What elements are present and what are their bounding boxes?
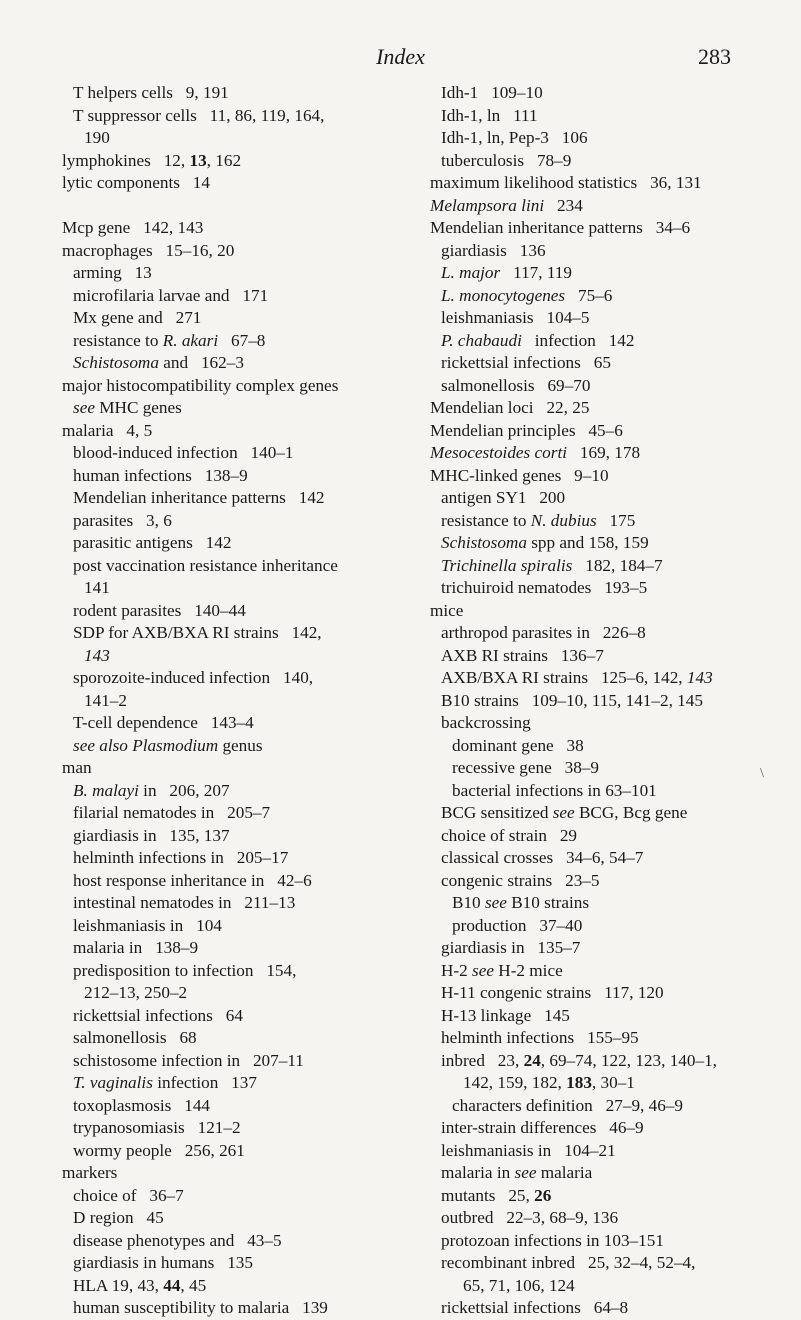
index-sub-entry: giardiasis in humans 135	[73, 1253, 253, 1272]
index-sub-entry: microfilaria larvae and 171	[73, 285, 269, 305]
index-sub-entry: T-cell dependence 143–4	[73, 713, 254, 732]
index-sub-entry: AXB/BXA RI strains 125–6, 142, 143	[441, 668, 713, 687]
index-sub-entry: trypanosomiasis 121–2	[73, 1118, 241, 1137]
index-sub-entry: leishmaniasis in 104	[73, 915, 222, 935]
index-sub-entry: salmonellosis 69–70	[441, 375, 591, 395]
index-sub-entry: giardiasis 136	[441, 240, 546, 260]
index-sub-entry: choice of 36–7	[73, 1185, 184, 1205]
index-sub-entry: see also Plasmodium genus	[73, 735, 263, 755]
index-sub-entry: recessive gene 38–9	[452, 758, 599, 777]
index-main-entry: markers	[62, 1163, 118, 1182]
index-sub-entry: P. chabaudi infection 142	[441, 330, 635, 350]
index-sub-entry: see MHC genes	[73, 398, 182, 417]
index-sub-entry: resistance to N. dubius 175	[441, 510, 636, 530]
index-sub-entry: antigen SY1 200	[441, 488, 566, 507]
index-sub-entry: wormy people 256, 261	[73, 1140, 245, 1160]
index-sub-entry: post vaccination resistance inheritance	[73, 555, 338, 575]
index-sub-entry: B10 strains 109–10, 115, 141–2, 145	[441, 690, 703, 710]
index-sub-entry: tuberculosis 78–9	[441, 150, 572, 170]
index-sub-entry: arming 13	[73, 263, 152, 282]
index-main-entry: macrophages 15–16, 20	[62, 240, 235, 260]
index-sub-entry: mutants 25, 26	[441, 1185, 552, 1205]
index-main-entry: lytic components 14	[62, 173, 210, 192]
index-sub-entry: 141–2	[84, 690, 127, 710]
index-sub-entry: 212–13, 250–2	[84, 983, 188, 1002]
index-sub-entry: predisposition to infection 154,	[73, 960, 297, 980]
index-sub-entry: 143	[84, 645, 110, 665]
index-main-entry: mice	[430, 600, 464, 620]
index-sub-entry: choice of strain 29	[441, 825, 578, 845]
index-main-entry: lymphokines 12, 13, 162	[62, 150, 242, 170]
index-sub-entry: 65, 71, 106, 124	[463, 1275, 575, 1295]
index-sub-entry: BCG sensitized see BCG, Bcg gene	[441, 803, 688, 822]
index-sub-entry: Trichinella spiralis 182, 184–7	[441, 555, 663, 575]
index-sub-entry: Schistosoma spp and 158, 159	[441, 533, 649, 552]
index-sub-entry: leishmaniasis in 104–21	[441, 1140, 616, 1160]
index-sub-entry: helminth infections 155–95	[441, 1028, 639, 1047]
index-column-left	[62, 82, 417, 1320]
index-sub-entry: rickettsial infections 64–8	[441, 1298, 629, 1317]
index-sub-entry: resistance to R. akari 67–8	[73, 330, 266, 350]
index-sub-entry: H-13 linkage 145	[441, 1005, 570, 1025]
index-main-entry: maximum likelihood statistics 36, 131	[430, 173, 702, 192]
index-main-entry: man	[62, 758, 92, 777]
index-sub-entry: trichuiroid nematodes 193–5	[441, 578, 648, 597]
index-main-entry: Mendelian loci 22, 25	[430, 398, 590, 417]
index-sub-entry: giardiasis in 135, 137	[73, 825, 230, 845]
stray-mark: \	[760, 766, 764, 781]
entry-gap	[62, 195, 417, 218]
index-sub-entry: T. vaginalis infection 137	[73, 1073, 257, 1092]
index-sub-entry: outbred 22–3, 68–9, 136	[441, 1208, 619, 1227]
index-sub-entry: sporozoite-induced infection 140,	[73, 668, 314, 687]
index-sub-entry: AXB RI strains 136–7	[441, 645, 604, 665]
index-sub-entry: rickettsial infections 64	[73, 1005, 243, 1025]
index-sub-entry: toxoplasmosis 144	[73, 1095, 211, 1115]
index-sub-entry: parasitic antigens 142	[73, 533, 232, 552]
index-sub-entry: L. monocytogenes 75–6	[441, 285, 613, 305]
index-sub-entry: congenic strains 23–5	[441, 870, 600, 890]
index-column-right	[430, 82, 795, 1320]
index-main-entry: Melampsora lini 234	[430, 195, 583, 215]
index-sub-entry: Mx gene and 271	[73, 308, 202, 327]
index-sub-entry: rickettsial infections 65	[441, 353, 611, 372]
index-sub-entry: rodent parasites 140–44	[73, 600, 246, 620]
index-sub-entry: bacterial infections in 63–101	[452, 780, 657, 800]
index-sub-entry: T helpers cells 9, 191	[73, 83, 229, 102]
index-main-entry: Mendelian principles 45–6	[430, 420, 623, 440]
index-sub-entry: malaria in see malaria	[441, 1163, 593, 1182]
index-sub-entry: SDP for AXB/BXA RI strains 142,	[73, 623, 322, 642]
index-sub-entry: 142, 159, 182, 183, 30–1	[463, 1073, 635, 1092]
index-sub-entry: host response inheritance in 42–6	[73, 870, 312, 890]
page-header-title: Index	[376, 44, 425, 69]
index-sub-entry: schistosome infection in 207–11	[73, 1050, 304, 1070]
index-sub-entry: production 37–40	[452, 915, 583, 935]
index-sub-entry: characters definition 27–9, 46–9	[452, 1095, 684, 1115]
index-main-entry: malaria 4, 5	[62, 420, 153, 440]
index-sub-entry: malaria in 138–9	[73, 938, 199, 957]
index-sub-entry: arthropod parasites in 226–8	[441, 623, 646, 642]
index-sub-entry: Idh-1 109–10	[441, 83, 543, 102]
index-sub-entry: Idh-1, ln, Pep-3 106	[441, 128, 588, 147]
index-sub-entry: inbred 23, 24, 69–74, 122, 123, 140–1,	[441, 1050, 717, 1070]
index-sub-entry: backcrossing	[441, 713, 531, 732]
index-sub-entry: D region 45	[73, 1208, 164, 1227]
index-sub-entry: Idh-1, ln 111	[441, 105, 538, 125]
index-sub-entry: dominant gene 38	[452, 735, 584, 755]
index-sub-entry: helminth infections in 205–17	[73, 848, 289, 867]
index-sub-entry: B. malayi in 206, 207	[73, 780, 230, 800]
index-sub-entry: Mendelian inheritance patterns 142	[73, 488, 325, 507]
index-main-entry: Mesocestoides corti 169, 178	[430, 443, 641, 462]
index-sub-entry: L. major 117, 119	[441, 263, 572, 282]
index-sub-entry: disease phenotypes and 43–5	[73, 1230, 282, 1250]
index-sub-entry: 190	[84, 128, 110, 147]
index-sub-entry: recombinant inbred 25, 32–4, 52–4,	[441, 1253, 696, 1272]
index-sub-entry: parasites 3, 6	[73, 510, 172, 530]
index-sub-entry: blood-induced infection 140–1	[73, 443, 294, 462]
index-sub-entry: classical crosses 34–6, 54–7	[441, 848, 644, 867]
index-main-entry: MHC-linked genes 9–10	[430, 465, 609, 485]
index-sub-entry: H-11 congenic strains 117, 120	[441, 983, 664, 1002]
index-sub-entry: leishmaniasis 104–5	[441, 308, 590, 327]
index-main-entry: Mcp gene 142, 143	[62, 218, 204, 237]
index-sub-entry: filarial nematodes in 205–7	[73, 803, 271, 822]
index-sub-entry: giardiasis in 135–7	[441, 938, 581, 957]
index-sub-entry: HLA 19, 43, 44, 45	[73, 1275, 207, 1295]
index-sub-entry: Schistosoma and 162–3	[73, 353, 244, 372]
index-sub-entry: intestinal nematodes in 211–13	[73, 893, 296, 912]
index-sub-entry: protozoan infections in 103–151	[441, 1230, 664, 1250]
index-sub-entry: T suppressor cells 11, 86, 119, 164,	[73, 105, 325, 125]
index-main-entry: Mendelian inheritance patterns 34–6	[430, 218, 691, 237]
index-main-entry: major histocompatibility complex genes	[62, 375, 339, 395]
page-number: 283	[698, 44, 731, 69]
index-sub-entry: salmonellosis 68	[73, 1028, 197, 1047]
index-sub-entry: human infections 138–9	[73, 465, 248, 485]
index-sub-entry: 141	[84, 578, 110, 597]
index-sub-entry: B10 see B10 strains	[452, 893, 590, 912]
index-sub-entry: H-2 see H-2 mice	[441, 960, 563, 980]
index-sub-entry: inter-strain differences 46–9	[441, 1118, 644, 1137]
index-sub-entry: human susceptibility to malaria 139	[73, 1298, 328, 1317]
